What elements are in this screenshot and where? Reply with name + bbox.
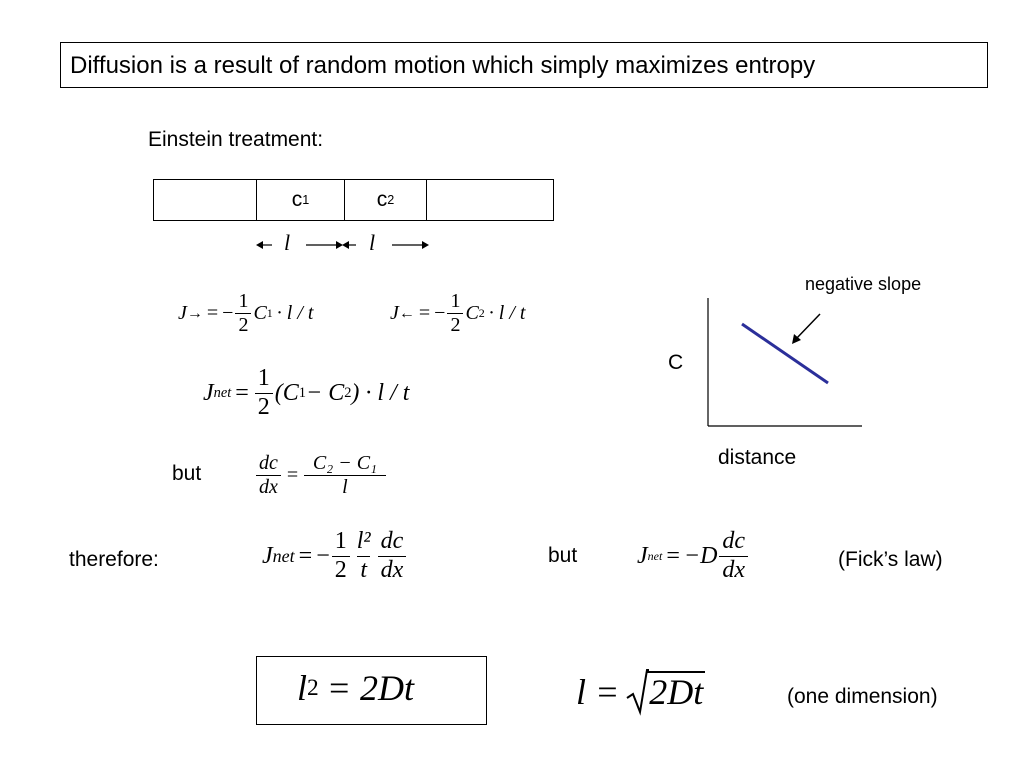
slide-title: Diffusion is a result of random motion which simply maximizes entropy xyxy=(70,52,816,79)
title-box xyxy=(60,42,988,88)
length-label-1: l xyxy=(284,230,291,255)
equation-root xyxy=(576,668,705,716)
flux-right-minus: − xyxy=(222,302,234,324)
therefore-label: therefore: xyxy=(69,548,159,571)
cell-empty-left xyxy=(154,180,257,220)
cell-c2-label: c xyxy=(376,188,388,211)
therefore-J: J xyxy=(262,542,273,569)
flux-left-J: J xyxy=(390,302,399,324)
flux-left-half: $\frac{1}{2}$ xyxy=(447,290,463,337)
boxed-equation-text: l 2 = 2Dt xyxy=(297,668,415,708)
equation-gradient: $\frac{dc}{dx}$ = $\frac{\text{C₂ − C₁}}{l}$ xyxy=(254,452,388,499)
flux-right-half: $\frac{1}{2}$ xyxy=(235,290,251,337)
flux-right-rest: · l / t xyxy=(276,302,314,324)
net-flux-half: $\frac{1}{2}$ xyxy=(255,365,273,421)
flux-left-arrow: ← xyxy=(398,304,415,322)
equation-flux-right: J → = − $\frac{1}{2}$ C 1 · l / t xyxy=(178,290,314,336)
root-radicand: 2Dt xyxy=(649,672,704,713)
flux-left-C: C xyxy=(465,302,479,324)
boxed-equation xyxy=(256,656,487,725)
fick-rhs: −D xyxy=(683,542,718,569)
cell-c2-subscript: 2 xyxy=(387,193,395,207)
arrow-right-1-head xyxy=(336,241,343,249)
einstein-label: Einstein treatment: xyxy=(148,128,324,151)
graph-x-label: distance xyxy=(718,446,797,469)
negative-slope-line xyxy=(742,324,828,383)
flux-right-arrow: → xyxy=(186,304,203,322)
net-flux-J: J xyxy=(203,379,214,406)
root-lhs: l = xyxy=(576,672,620,712)
equation-flux-left: J ← = − $\frac{1}{2}$ C 2 · l / t xyxy=(390,290,526,336)
cell-c1-subscript: 1 xyxy=(302,193,310,207)
gradient-rhs: $\frac{\text{C₂ − C₁}}{l}$ xyxy=(304,452,386,499)
graph-annotation: negative slope xyxy=(805,274,922,294)
equation-fick: J net = −D $\frac{dc}{dx}$ xyxy=(637,528,750,584)
annotation-pointer-shaft xyxy=(795,314,820,340)
cell-empty-right xyxy=(427,180,553,220)
arrow-right-2-head xyxy=(422,241,429,249)
flux-left-minus: − xyxy=(434,302,446,324)
arrow-left-2-head xyxy=(342,241,349,249)
fick-label: (Fick’s law) xyxy=(838,548,943,571)
fick-dc-dx: $\frac{dc}{dx}$ xyxy=(719,528,748,584)
equation-therefore: J net = − $\frac{1}{2}$ $\frac{\text{l²}}{t}$ $\frac{dc}{dx}$ xyxy=(262,528,408,584)
arrow-left-1-head xyxy=(256,241,263,249)
cell-c2 xyxy=(345,180,427,220)
graph-y-label: C xyxy=(668,351,684,374)
equation-net-flux: J net = $\frac{1}{2}$ (C 1 − C 2 ) · l / t xyxy=(203,365,410,420)
flux-left-rest: · l / t xyxy=(488,302,526,324)
length-arrows xyxy=(250,232,440,258)
flux-right-C: C xyxy=(253,302,267,324)
sqrt-sign-icon xyxy=(625,668,649,716)
fick-J: J xyxy=(637,542,648,569)
cell-row xyxy=(153,179,554,221)
cell-c1-label: c xyxy=(291,188,303,211)
therefore-dc-dx: $\frac{dc}{dx}$ xyxy=(378,528,407,584)
gradient-lhs: $\frac{dc}{dx}$ xyxy=(256,452,281,499)
flux-right-J: J xyxy=(178,302,187,324)
but-label-2: but xyxy=(548,544,578,567)
net-flux-body: (C xyxy=(274,379,299,406)
but-label-1: but xyxy=(172,462,202,485)
therefore-l2-over-t: $\frac{\text{l²}}{t}$ xyxy=(356,528,371,583)
concentration-graph xyxy=(700,290,870,435)
therefore-half: $\frac{1}{2}$ xyxy=(332,528,350,584)
one-dimension-label: (one dimension) xyxy=(787,685,938,708)
length-label-2: l xyxy=(369,230,376,255)
cell-c1 xyxy=(257,180,345,220)
